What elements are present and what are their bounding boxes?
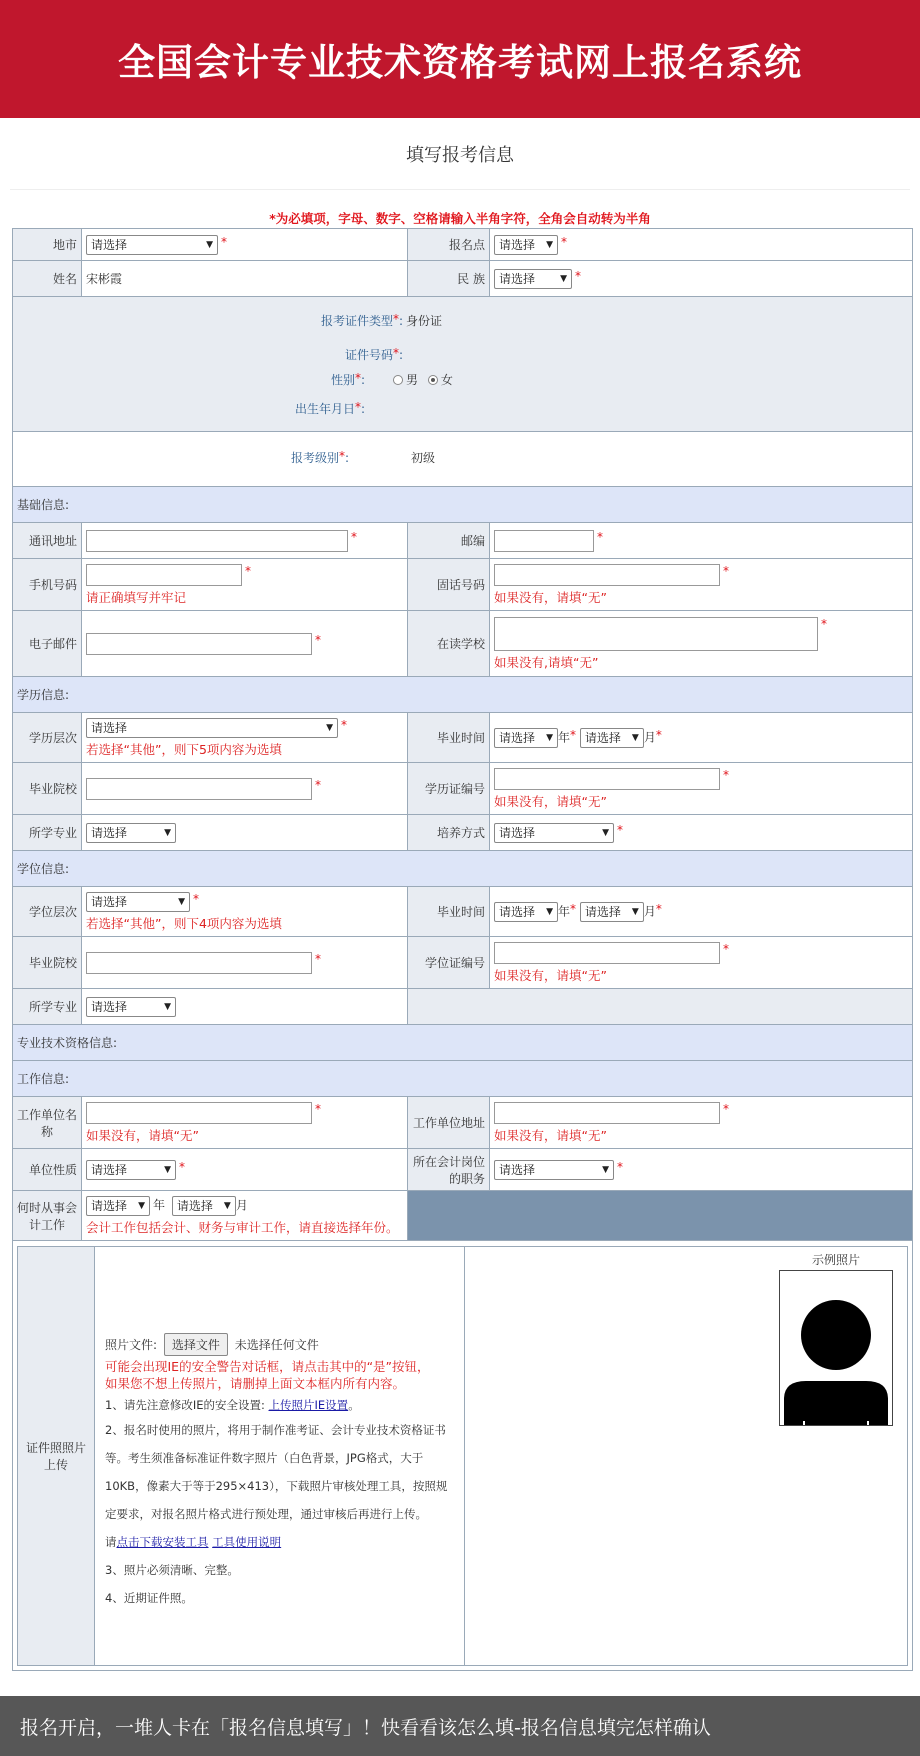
footer-caption: 报名开启，一堆人卡在「报名信息填写」！快看看该怎么填-报名信息填完怎样确认 xyxy=(0,1696,920,1756)
upload-step1: 1、请先注意修改IE的安全设置: 上传照片IE设置。 xyxy=(105,1397,360,1412)
download-tool-link[interactable]: 点击下载安装工具 xyxy=(116,1534,209,1549)
app-header xyxy=(0,0,920,118)
section-basic: 基础信息: xyxy=(13,487,913,523)
edu-major-label: 所学专业 xyxy=(13,815,82,851)
work-addr-input[interactable] xyxy=(494,1102,720,1124)
unit-nature-label: 单位性质 xyxy=(13,1149,82,1191)
upload-warning: 可能会出现IE的安全警告对话框，请点击其中的“是”按钮， 如果您不想上传照片，请删掉上面文本框内所有内容。 xyxy=(105,1358,430,1391)
chevron-down-icon: ▼ xyxy=(631,906,639,917)
section-degree: 学位信息: xyxy=(13,851,913,887)
post-select[interactable]: 请选择 ▼ xyxy=(494,1160,614,1180)
upload-step2: 2、报名时使用的照片，将用于制作准考证、会计专业技术资格证书等。考生须准备标准证件数字照片（白色背景，JPG格式，大于10KB，像素大于等于295×413），下载照片审核处理工具，按照规定要求，对报名照片格式进行预处理，通过审核后再进行上传。 xyxy=(105,1422,448,1521)
edu-school-label: 毕业院校 xyxy=(13,763,82,815)
address-label: 通讯地址 xyxy=(13,523,82,559)
school-input[interactable] xyxy=(494,617,818,651)
degree-grad-time-label: 毕业时间 xyxy=(408,887,490,937)
degree-school-input[interactable] xyxy=(86,952,312,974)
mobile-label: 手机号码 xyxy=(13,559,82,611)
site-label: 报名点 xyxy=(408,229,490,261)
phone-input[interactable] xyxy=(494,564,720,586)
email-label: 电子邮件 xyxy=(13,611,82,677)
file-none-text: 未选择任何文件 xyxy=(234,1337,319,1352)
upload-tool-links: 请点击下载安装工具 工具使用说明 xyxy=(105,1534,282,1549)
degree-cert-input[interactable] xyxy=(494,942,720,964)
edu-major-select[interactable]: 请选择 ▼ xyxy=(86,823,176,843)
ethnic-select[interactable]: 请选择 ▼ xyxy=(494,269,572,289)
work-since-year-select[interactable]: 请选择 ▼ xyxy=(86,1196,150,1216)
chevron-down-icon: ▼ xyxy=(631,732,639,743)
id-type-value: 身份证 xyxy=(406,313,443,328)
phone-label: 固话号码 xyxy=(408,559,490,611)
tool-guide-link[interactable]: 工具使用说明 xyxy=(212,1534,282,1549)
zip-label: 邮编 xyxy=(408,523,490,559)
edu-level-label: 学历层次 xyxy=(13,713,82,763)
city-label: 地市 xyxy=(13,229,82,261)
edu-school-input[interactable] xyxy=(86,778,312,800)
upload-label: 证件照照片上传 xyxy=(25,1440,86,1472)
work-unit-label: 工作单位名称 xyxy=(13,1097,82,1149)
edu-month-select[interactable]: 请选择 ▼ xyxy=(580,728,644,748)
chevron-down-icon: ▼ xyxy=(546,732,553,743)
exam-level-block: 报考级别*: 初级 xyxy=(290,448,436,465)
chevron-down-icon: ▼ xyxy=(546,906,553,917)
mobile-tip: 请正确填写并牢记 xyxy=(86,589,187,605)
chevron-down-icon: ▼ xyxy=(164,1164,171,1175)
zip-input[interactable] xyxy=(494,530,594,552)
degree-school-label: 毕业院校 xyxy=(13,937,82,989)
upload-step3: 3、照片必须清晰、完整。 xyxy=(105,1562,239,1577)
section-work: 工作信息: xyxy=(13,1061,913,1097)
degree-cert-label: 学位证编号 xyxy=(408,937,490,989)
edu-cert-input[interactable] xyxy=(494,768,720,790)
edu-level-select[interactable]: 请选择 ▼ xyxy=(86,718,338,738)
example-photo-label: 示例照片 xyxy=(811,1252,860,1267)
name-value: 宋彬霞 xyxy=(82,261,408,297)
section-education: 学历信息: xyxy=(13,677,913,713)
degree-level-label: 学位层次 xyxy=(13,887,82,937)
registration-form: 地市 请选择 ▼ * 报名点 请选择 ▼ * 姓名 宋彬霞 民 族 请选择 ▼ * 报考证件类型*: 身份证 证件号码*: 性别*: 男 女 出生年月日*: 报考级别*: 初级 基础信息: 通讯地址 * 邮编 * 手机号码 * 请正确填写并牢记 固话号码 * 如果没有，请填“无” 电子邮件 * 在读学校 * 如果没有,请填“无” 学历信息: 学历层次 请选择 ▼ * 若选择“其他”，则下5项内容为选填 毕业时间 请选择 ▼ 年* 请选择 ▼ 月* 毕业院校 * 学历证编号 * 如果没有，请填“无” 所学专业 请选择 ▼ 培养方式 请选择 ▼ * 学位信息: 学位层次 请选择 ▼ * 若选择“其他”，则下4项内容为选填 毕业时间 请选择 ▼ 年* 请选择 ▼ 月* 毕业院校 * 学位证编号 * 如果没有，请填“无” 所学专业 请选择 ▼ 专业技术资格信息: 工作信息: 工作单位名称 * 如果没有，请填“无” 工作单位地址 * 如果没有，请填“无” 单位性质 请选择 ▼ * 所在会计岗位的职务 请选择 ▼ * 何时从事会计工作 请选择 ▼ 年 请选择 ▼ 月 会计工作包括会计、财务与审计工作，请直接选择年份。 证件照照片上传 照片文件: 选择文件 未选择任何文件 可能会出现IE的安全警告对话框，请点击其中的“是”按钮， 如果您不想上传照片，请删掉上面文本框内所有内容。 1、请先注意修改IE的安全设置: 上传照片IE设置。 2、报名时使用的照片，将用于制作准考证、会计专业技术资格证书等。考生须准备标准证件数字照片（白色背景，JPG格式，大于10KB，像素大于等于295×413），下载照片审核处理工具，按照规定要求，对报名照片格式进行预处理，通过审核后再进行上传。 请点击下载安装工具 工具使用说明 3、照片必须清晰、完整。 4、近期证件照。 示例照片 xyxy=(12,228,913,1671)
upload-step4: 4、近期证件照。 xyxy=(105,1590,193,1605)
chevron-down-icon: ▼ xyxy=(326,722,333,733)
empty-slate-cell xyxy=(408,1191,913,1241)
ie-settings-link[interactable]: 上传照片IE设置 xyxy=(268,1397,349,1412)
example-photo xyxy=(779,1270,893,1426)
section-qualification: 专业技术资格信息: xyxy=(13,1025,913,1061)
chevron-down-icon: ▼ xyxy=(546,239,553,250)
edu-mode-label: 培养方式 xyxy=(408,815,490,851)
degree-month-select[interactable]: 请选择 ▼ xyxy=(580,902,644,922)
file-label: 照片文件: xyxy=(105,1337,158,1352)
page-title: 全国会计专业技术资格考试网上报名系统 xyxy=(118,41,802,84)
required-notice: *为必填项，字母、数字、空格请输入半角字符，全角会自动转为半角 xyxy=(269,211,651,226)
person-silhouette-icon xyxy=(780,1271,892,1425)
section-subtitle: 填写报考信息 xyxy=(10,118,910,190)
work-since-label: 何时从事会计工作 xyxy=(13,1191,82,1241)
name-label: 姓名 xyxy=(13,261,82,297)
work-addr-tip: 如果没有，请填“无” xyxy=(494,1127,607,1143)
work-unit-input[interactable] xyxy=(86,1102,312,1124)
edu-level-tip: 若选择“其他”，则下5项内容为选填 xyxy=(86,741,282,757)
site-select[interactable]: 请选择 ▼ xyxy=(494,235,558,255)
identity-block: 报考证件类型*: 身份证 证件号码*: 性别*: 男 女 出生年月日*: xyxy=(294,311,453,416)
school-tip: 如果没有,请填“无” xyxy=(494,654,599,670)
work-since-tip: 会计工作包括会计、财务与审计工作，请直接选择年份。 xyxy=(86,1219,399,1235)
degree-level-select[interactable]: 请选择 ▼ xyxy=(86,892,190,912)
chevron-down-icon: ▼ xyxy=(602,827,609,838)
phone-tip: 如果没有，请填“无” xyxy=(494,589,607,605)
chevron-down-icon: ▼ xyxy=(223,1200,231,1211)
work-addr-label: 工作单位地址 xyxy=(408,1097,490,1149)
degree-year-select[interactable]: 请选择 ▼ xyxy=(494,902,558,922)
chevron-down-icon: ▼ xyxy=(164,1001,171,1012)
unit-nature-select[interactable]: 请选择 ▼ xyxy=(86,1160,176,1180)
address-input[interactable] xyxy=(86,530,348,552)
gender-male-radio[interactable] xyxy=(393,375,403,385)
choose-file-button[interactable]: 选择文件 xyxy=(164,1333,228,1356)
email-input[interactable] xyxy=(86,633,312,655)
chevron-down-icon: ▼ xyxy=(138,1200,145,1211)
chevron-down-icon: ▼ xyxy=(164,827,171,838)
edu-grad-time-label: 毕业时间 xyxy=(408,713,490,763)
post-label: 所在会计岗位的职务 xyxy=(408,1149,490,1191)
exam-level-value: 初级 xyxy=(411,450,436,465)
degree-major-select[interactable]: 请选择 ▼ xyxy=(86,997,176,1017)
city-select[interactable]: 请选择 ▼ xyxy=(86,235,218,255)
ethnic-label: 民 族 xyxy=(408,261,490,297)
edu-cert-label: 学历证编号 xyxy=(408,763,490,815)
empty-cell xyxy=(408,989,913,1025)
chevron-down-icon: ▼ xyxy=(560,273,567,284)
degree-level-tip: 若选择“其他”，则下4项内容为选填 xyxy=(86,915,282,931)
work-unit-tip: 如果没有，请填“无” xyxy=(86,1127,199,1143)
chevron-down-icon: ▼ xyxy=(178,896,185,907)
chevron-down-icon: ▼ xyxy=(602,1164,609,1175)
mobile-input[interactable] xyxy=(86,564,242,586)
gender-female-radio[interactable] xyxy=(428,375,438,385)
work-since-month-select[interactable]: 请选择 ▼ xyxy=(172,1196,236,1216)
edu-year-select[interactable]: 请选择 ▼ xyxy=(494,728,558,748)
school-label: 在读学校 xyxy=(408,611,490,677)
degree-cert-tip: 如果没有，请填“无” xyxy=(494,967,607,983)
edu-mode-select[interactable]: 请选择 ▼ xyxy=(494,823,614,843)
degree-major-label: 所学专业 xyxy=(13,989,82,1025)
edu-cert-tip: 如果没有，请填“无” xyxy=(494,793,607,809)
gender-radio-group: 男 女 xyxy=(383,371,453,388)
chevron-down-icon: ▼ xyxy=(206,239,213,250)
